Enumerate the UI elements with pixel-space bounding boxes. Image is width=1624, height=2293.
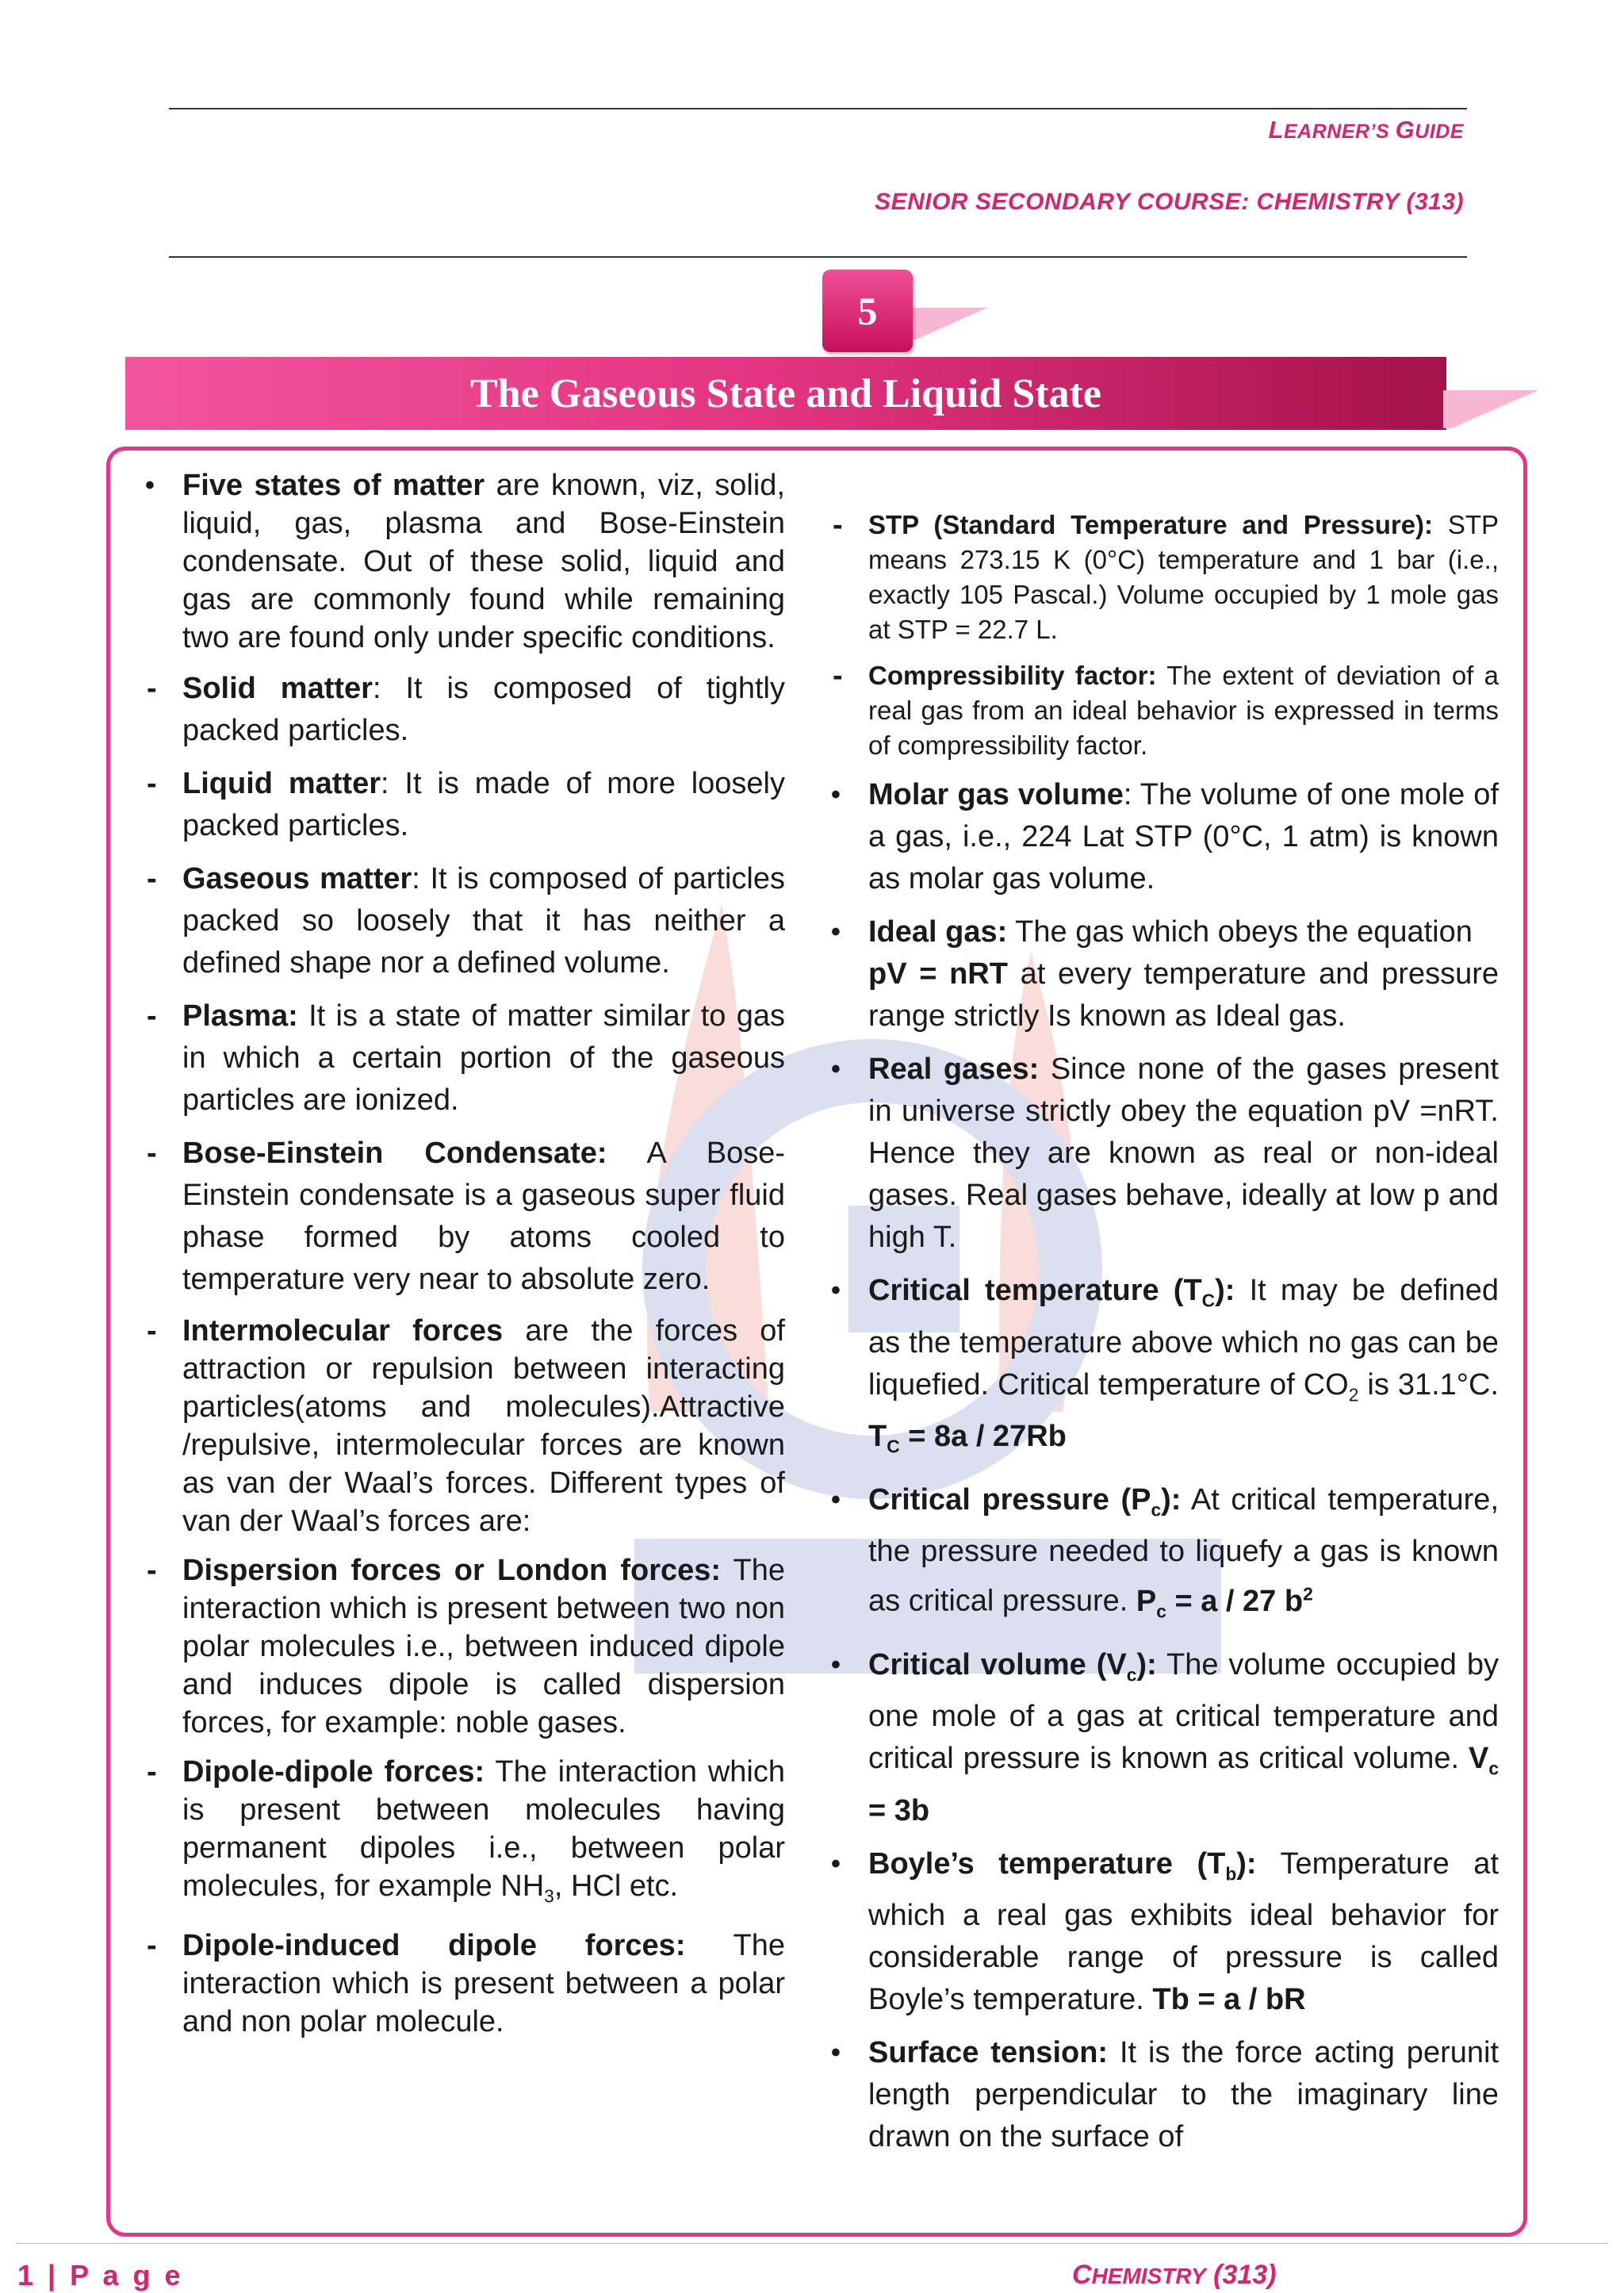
list-item: - Dispersion forces or London forces: The interaction which is present between two non polar molecules i.e., between induced dipole and induces dipole is called dispersion forces, for example: noble gases. bbox=[139, 1551, 785, 1742]
dash-marker: - bbox=[147, 1928, 157, 1962]
dash-marker: - bbox=[833, 508, 843, 542]
list-item: • Real gases: Since none of the gases present in universe strictly obey the equation pV =nRT. Hence they are known as real or non-ideal gases. Real gases behave, ideally at low p and high T. bbox=[825, 1049, 1499, 1259]
list-item: - Compressibility factor: The extent of deviation of a real gas from an ideal behavior is expressed in terms of compressibility factor. bbox=[825, 658, 1499, 763]
bullet-marker: • bbox=[831, 780, 841, 810]
list-item: - Solid matter: It is composed of tightly packed particles. bbox=[139, 668, 785, 752]
dash-marker: - bbox=[147, 672, 157, 705]
list-item: • Ideal gas: The gas which obeys the equation pV = nRT at every temperature and pressure range strictly Is known as Ideal gas. bbox=[825, 911, 1499, 1037]
learners-guide-label: LEARNER’S GUIDE bbox=[1268, 116, 1464, 144]
list-item: - Liquid matter: It is made of more loosely packed particles. bbox=[139, 763, 785, 847]
list-item: - Bose-Einstein Condensate: A Bose-Einstein condensate is a gaseous super fluid phase formed by atoms cooled to temperature very near to absolute zero. bbox=[139, 1133, 785, 1301]
list-item: - Intermolecular forces are the forces of attraction or repulsion between interacting particles(atoms and molecules).Attractive /repulsive, intermolecular forces are known as van der Waal’s forces. Different types of van der Waal’s forces are: bbox=[139, 1312, 785, 1540]
list-item: • Molar gas volume: The volume of one mole of a gas, i.e., 224 Lat STP (0°C, 1 atm) is known as molar gas volume. bbox=[825, 774, 1499, 900]
list-item: - Dipole-dipole forces: The interaction which is present between molecules having permanent dipoles i.e., between polar molecules, for example $NH_3$, HCl etc. bbox=[139, 1753, 785, 1915]
bullet-marker: • bbox=[831, 1848, 841, 1879]
bullet-marker: • bbox=[831, 1484, 841, 1515]
course-label: SENIOR SECONDARY COURSE: CHEMISTRY (313) bbox=[875, 189, 1464, 215]
dash-marker: - bbox=[147, 999, 157, 1033]
bullet-marker: • bbox=[831, 1054, 841, 1084]
chapter-title: The Gaseous State and Liquid State bbox=[125, 357, 1446, 430]
left-column bbox=[139, 466, 785, 2052]
page-number: 1 | P a g e bbox=[17, 2259, 184, 2291]
list-item: • Boyle’s temperature $(T_b)$: Temperature at which a real gas exhibits ideal behavior for considerable range of pressure is called Boyle’s temperature. Tb = a / bR bbox=[825, 1843, 1499, 2022]
footer-rule bbox=[16, 2243, 1608, 2244]
right-column bbox=[825, 508, 1499, 2169]
list-item: • Critical pressure $(P_c)$: At critical temperature, the pressure needed to liquefy a gas is known as critical pressure. $P_c = a / 27$ $b^2$ bbox=[825, 1479, 1499, 1633]
list-item: • Surface tension: It is the force acting perunit length perpendicular to the imaginary line drawn on the surface of bbox=[825, 2032, 1499, 2158]
title-wing-decoration bbox=[1443, 390, 1538, 428]
chapter-number: 5 bbox=[822, 270, 913, 352]
list-item: - Gaseous matter: It is composed of particles packed so loosely that it has neither a defined shape nor a defined volume. bbox=[139, 858, 785, 984]
dash-marker: - bbox=[147, 1314, 157, 1348]
bullet-marker: • bbox=[145, 470, 155, 500]
dash-marker: - bbox=[147, 862, 157, 895]
critical-temperature-formula: $T_C = 8a / 27Rb$ bbox=[868, 1420, 1067, 1457]
list-item: - Dipole-induced dipole forces: The interaction which is present between a polar and non polar molecule. bbox=[139, 1927, 785, 2041]
list-item: - STP (Standard Temperature and Pressure): STP means 273.15 K (0°C) temperature and 1 bar (i.e., exactly 105 Pascal.) Volume occupied by 1 mole gas at STP = 22.7 L. bbox=[825, 508, 1499, 647]
header-top-rule bbox=[169, 108, 1467, 109]
bullet-marker: • bbox=[831, 2038, 841, 2069]
header-bottom-rule bbox=[169, 256, 1467, 258]
footer-subject: CHEMISTRY (313) bbox=[1072, 2260, 1277, 2290]
critical-pressure-formula: $P_c = a / 27$ $b^2$ bbox=[1136, 1583, 1313, 1622]
dash-marker: - bbox=[833, 659, 843, 692]
dash-marker: - bbox=[147, 1755, 157, 1789]
dash-marker: - bbox=[147, 767, 157, 800]
list-item: • Five states of matter are known, viz, solid, liquid, gas, plasma and Bose-Einstein condensate. Out of these solid, liquid and gas are commonly found while remaining two are found only under specific conditions. bbox=[139, 466, 785, 657]
list-item: - Plasma: It is a state of matter similar to gas in which a certain portion of the gaseous particles are ionized. bbox=[139, 995, 785, 1122]
list-item: • Critical temperature $(T_C)$: It may be defined as the temperature above which no gas can be liquefied. Critical temperature of $CO_2$ is 31.1°C. $T_C = 8a / 27Rb$ bbox=[825, 1270, 1499, 1468]
ideal-gas-equation: pV = nRT bbox=[868, 957, 1008, 991]
dash-marker: - bbox=[147, 1137, 157, 1170]
bullet-marker: • bbox=[831, 1275, 841, 1306]
chapter-wing-decoration bbox=[900, 308, 987, 339]
list-item: • Critical volume $(V_c)$: The volume occupied by one mole of a gas at critical temperature and critical pressure is known as critical volume. $V_c = 3b$ bbox=[825, 1644, 1499, 1832]
bullet-marker: • bbox=[831, 917, 841, 947]
bullet-marker: • bbox=[831, 1649, 841, 1680]
dash-marker: - bbox=[147, 1554, 157, 1587]
critical-volume-formula: $V_c = 3b$ bbox=[868, 1742, 1499, 1827]
boyle-temperature-formula: Tb = a / bR bbox=[1152, 1983, 1306, 2017]
